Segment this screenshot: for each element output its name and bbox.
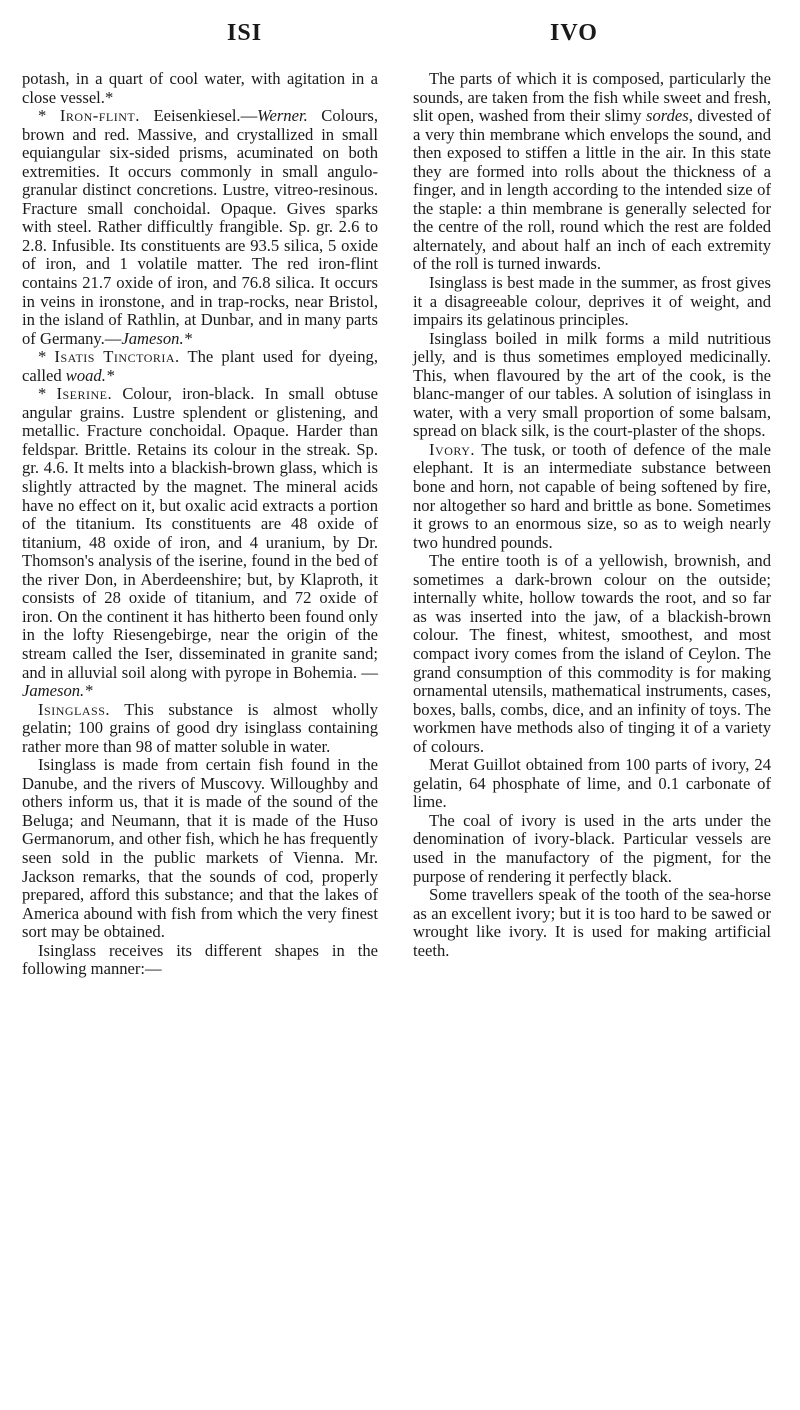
right-column	[413, 70, 771, 960]
left-column	[22, 70, 378, 979]
paragraph-continuation: potash, in a quart of cool water, with agitation in a close vessel.*	[22, 69, 378, 107]
paragraph: Isinglass boiled in milk forms a mild nutritious jelly, and is thus sometimes employed medicinally. This, when flavoured by the art of the cook, is the blanc-manger of our tables. A solution of isinglass in water, with a very small proportion of some balsam, spread on black silk, is the court-plaster of the shops.	[413, 328, 771, 441]
entry-term: Iron-flint.	[59, 106, 140, 126]
entry-term: Isatis Tinctoria.	[54, 347, 180, 367]
entry-term: Ivory.	[429, 439, 476, 459]
paragraph: Some travellers speak of the tooth of the sea-horse as an excellent ivory; but it is too hard to be sawed or wrought like ivory. It is used for making artificial teeth.	[413, 885, 771, 960]
paragraph: Merat Guillot obtained from 100 parts of ivory, 24 gelatin, 64 phosphate of lime, and 0.1 carbonate of lime.	[413, 755, 771, 812]
entry-term: Isinglass.	[38, 699, 111, 719]
paragraph: Isinglass is best made in the summer, as frost gives it a disagreeable colour, deprives it of weight, and impairs its gelatinous principles.	[413, 273, 771, 330]
entry-isinglass: Isinglass. This substance is almost wholly gelatin; 100 grains of good dry isinglass containing rather more than 98 of matter soluble in water.	[22, 699, 378, 756]
entry-isatis-tinctoria: * Isatis Tinctoria. The plant used for dyeing, called woad.*	[22, 347, 379, 385]
paragraph: The parts of which it is composed, particularly the sounds, are taken from the fish while sweet and fresh, slit open, washed from their slimy sordes, divested of a very thin membrane which envelops the sound, and then exposed to stiffen a little in the air. In this state they are formed into rolls about the thickness of a finger, and in length according to the intended size of the staple: a thin membrane is generally selected for the centre of the roll, round which the rest are folded alternately, and about half an inch of each extremity of the roll is turned inwards.	[413, 69, 771, 274]
paragraph: Isinglass is made from certain fish found in the Danube, and the rivers of Muscovy. Willoughby and others inform us, that it is made of the sound of the Beluga; and Neumann, that it is made of the Huso Germanorum, and other fish, which he has frequently seen sold in the public markets of Vienna. Mr. Jackson remarks, that the sounds of cod, properly prepared, afford this substance; and that the lakes of America abound with fish from which the very finest sort may be obtained.	[22, 755, 378, 942]
header-right-guideword: IVO	[550, 20, 598, 46]
paragraph: The entire tooth is of a yellowish, brownish, and sometimes a dark-brown colour on the outside; internally white, hollow towards the root, and so far as was inserted into the jaw, of a blackish-brown colour. The finest, whitest, smoothest, and most compact ivory comes from the island of Ceylon. The grand consumption of this commodity is for making ornamental utensils, mathematical instruments, cases, boxes, balls, combs, dice, and an infinity of toys. The workmen have methods also of tinging it of a variety of colours.	[413, 551, 771, 756]
running-header	[0, 20, 800, 60]
entry-iserine: * Iserine. Colour, iron-black. In small obtuse angular grains. Lustre splendent or glistening, and metallic. Fracture conchoidal. Opaque. Harder than feldspar. Brittle. Retains its colour in the streak. Sp. gr. 4.6. It melts into a blackish-brown glass, which is slightly attracted by the magnet. The mineral acids have no effect on it, but oxalic acid extracts a portion of the titanium. Its constituents are 48 oxide of titanium, 48 oxide of iron, and 4 uranium, by Dr. Thomson's analysis of the iserine, found in the bed of the river Don, in Aberdeenshire; but, by Klaproth, it consists of 28 oxide of titanium, and 72 oxide of iron. On the continent it has hitherto been found only in the lofty Riesengebirge, near the origin of the stream called the Iser, disseminated in granite sand; and in alluvial soil along with pyrope in Bohemia. —Jameson.*	[22, 384, 378, 701]
header-left-guideword: ISI	[227, 20, 263, 46]
paragraph: The coal of ivory is used in the arts under the denomination of ivory-black. Particular vessels are used in the manufactory of the pigment, for the purpose of rendering it perfectly black.	[413, 810, 771, 886]
entry-term: Iserine.	[56, 384, 113, 404]
entry-ivory: Ivory. The tusk, or tooth of defence of the male elephant. It is an intermediate substance between bone and horn, not capable of being softened by fire, nor altogether so hard and brittle as bone. Sometimes it grows to an enormous size, so as to weigh nearly two hundred pounds.	[413, 439, 771, 552]
entry-iron-flint: * Iron-flint. Eeisenkiesel.—Werner. Colours, brown and red. Massive, and crystallized in small equiangular six-sided prisms, acuminated on both extremities. It occurs commonly in small angulo-granular distinct concretions. Lustre, vitreo-resinous. Fracture small conchoidal. Opaque. Gives sparks with steel. Rather difficultly frangible. Sp. gr. 2.6 to 2.8. Infusible. Its constituents are 93.5 silica, 5 oxide of iron, and 1 volatile matter. The red iron-flint contains 21.7 oxide of iron, and 76.8 silica. It occurs in veins in ironstone, and in trap-rocks, near Bristol, in the island of Rathlin, at Dunbar, and in many parts of Germany.—Jameson.*	[22, 106, 379, 348]
paragraph: Isinglass receives its different shapes in the following manner:—	[22, 940, 378, 979]
